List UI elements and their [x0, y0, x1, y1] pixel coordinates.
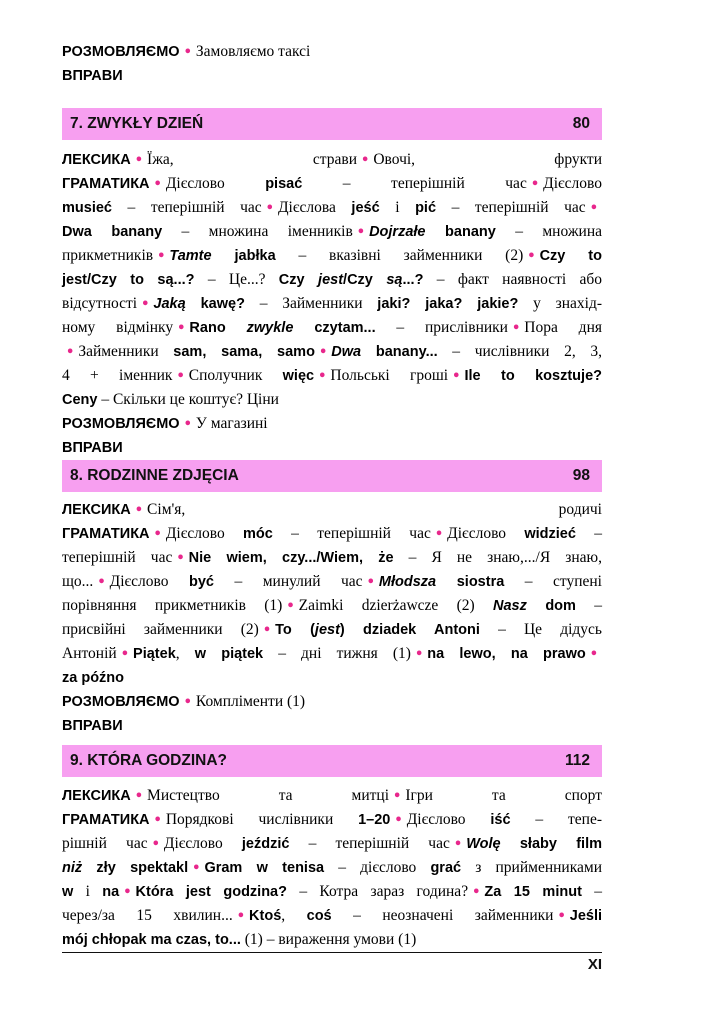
text-fragment: Займенники: [78, 343, 174, 360]
content-line: [62, 244, 602, 268]
text-fragment: – множина іменників: [162, 223, 353, 240]
text-fragment: sam, sama, samo: [173, 344, 315, 360]
content-line: [62, 880, 602, 904]
text-fragment: banany...: [361, 344, 438, 360]
content-line: [62, 618, 602, 642]
bullet: •: [394, 813, 403, 828]
chapter-page: 98: [572, 467, 590, 484]
text-fragment: jest/Czy to są...?: [62, 272, 195, 288]
text-fragment: 4 + іменник: [62, 367, 173, 384]
text-fragment: pić: [415, 200, 437, 216]
bullet: •: [153, 527, 162, 542]
text-fragment: Zaimki dzierżawcze (2): [298, 597, 493, 614]
content-line: [62, 642, 602, 666]
content-line: [62, 594, 602, 618]
bullet: •: [153, 177, 162, 192]
text-fragment: Їжа, страви: [147, 151, 357, 168]
text-fragment: mój chłopak ma czas, to...: [62, 932, 241, 948]
bullet: •: [472, 885, 481, 900]
text-fragment: Wolę: [466, 836, 501, 852]
text-fragment: – Це дідусь: [479, 621, 602, 638]
bullet: •: [589, 201, 598, 216]
text-fragment: banany: [425, 224, 496, 240]
bullet: •: [286, 599, 295, 614]
text-fragment: що...: [62, 573, 94, 590]
text-fragment: – неозначені займенники: [331, 907, 554, 924]
bullet: •: [153, 813, 162, 828]
text-fragment: – Скільки це коштує? Ціни: [97, 391, 279, 408]
chapter-title: 8. RODZINNE ZDJĘCIA: [70, 467, 239, 484]
text-fragment: Дієслово: [165, 175, 266, 192]
text-fragment: ,: [175, 645, 195, 662]
text-fragment: jest: [314, 622, 340, 638]
text-fragment: ) dziadek Antoni: [339, 622, 480, 638]
text-fragment: To (: [275, 622, 315, 638]
content-line: [62, 316, 602, 340]
section-label: ГРАМАТИКА: [62, 176, 150, 192]
bullet: •: [134, 153, 144, 168]
text-fragment: pisać: [265, 176, 303, 192]
text-fragment: – вказівні займенники (2): [275, 247, 524, 264]
text-fragment: Сполучник: [188, 367, 283, 384]
bullet: •: [318, 345, 328, 360]
text-fragment: через/за 15 хвилин...: [62, 907, 233, 924]
bullet: •: [123, 885, 132, 900]
section-label: ГРАМАТИКА: [62, 526, 150, 542]
text-fragment: Dwa banany: [62, 224, 163, 240]
text-fragment: – теперішній час: [272, 525, 431, 542]
text-fragment: – теперішній час: [289, 835, 450, 852]
bullet: •: [265, 201, 274, 216]
text-fragment: widzieć: [524, 526, 576, 542]
text-fragment: Дієслово: [163, 835, 242, 852]
text-fragment: і: [73, 883, 103, 900]
bullet: •: [97, 575, 106, 590]
text-fragment: Дієслово: [109, 573, 189, 590]
bullet: •: [527, 249, 536, 264]
bullet: •: [177, 321, 186, 336]
text-fragment: Мистецтво та митці: [147, 787, 390, 804]
content-line: [62, 570, 602, 594]
text-fragment: Пора дня: [524, 319, 602, 336]
bullet: •: [557, 909, 566, 924]
text-fragment: – Котра зараз година?: [286, 883, 469, 900]
content-line: [62, 904, 602, 928]
text-fragment: czytam...: [293, 320, 376, 336]
content-line: [62, 268, 602, 292]
bullet: •: [157, 249, 166, 264]
text-fragment: kawę?: [185, 296, 245, 312]
text-fragment: Jaką: [153, 296, 186, 312]
content-line: [62, 832, 602, 856]
content-line: [62, 292, 602, 316]
text-fragment: рішній час: [62, 835, 148, 852]
conversation-label: РОЗМОВЛЯЄМО: [62, 44, 180, 60]
text-fragment: – дні тижня (1): [263, 645, 411, 662]
text-fragment: Сім'я, родичі: [147, 501, 602, 518]
content-line: [62, 784, 602, 808]
text-fragment: Дієслово: [165, 525, 244, 542]
content-line: [62, 196, 602, 220]
bullet: •: [183, 417, 192, 432]
text-fragment: Ktoś: [249, 908, 282, 924]
chapter7-contents: [62, 148, 602, 460]
text-fragment: Nie wiem, czy.../Wiem, że: [188, 550, 394, 566]
content-line: [62, 388, 602, 412]
bullet: •: [434, 527, 444, 542]
bullet: •: [183, 45, 192, 60]
text-fragment: прикметників: [62, 247, 154, 264]
text-fragment: w piątek: [194, 646, 264, 662]
conversation-label: РОЗМОВЛЯЄМО: [62, 694, 180, 710]
text-fragment: Piątek: [133, 646, 176, 662]
text-fragment: – дієслово: [324, 859, 431, 876]
text-fragment: jaki? jaka? jakie?: [377, 296, 519, 312]
bullet: •: [176, 369, 185, 384]
bullet: •: [176, 551, 185, 566]
section-label: ЛЕКСИКА: [62, 788, 131, 804]
text-fragment: Czy to: [539, 248, 602, 264]
footer-rule: [62, 952, 602, 953]
text-fragment: jeździć: [241, 836, 290, 852]
bullet: •: [453, 837, 463, 852]
text-fragment: Rano: [189, 320, 247, 336]
text-fragment: –: [581, 883, 602, 900]
content-line: [62, 220, 602, 244]
text-fragment: iść: [490, 812, 511, 828]
conversation-topic: Компліменти (1): [195, 693, 306, 710]
text-fragment: з прийменниками: [461, 859, 602, 876]
text-fragment: Овочі, фрукти: [373, 151, 603, 168]
page-number: XI: [587, 956, 602, 973]
text-fragment: dom: [526, 598, 576, 614]
content-line: [62, 340, 602, 364]
content-line: [62, 928, 602, 952]
section-label: ЛЕКСИКА: [62, 152, 131, 168]
text-fragment: jeść: [351, 200, 380, 216]
content-line: [62, 808, 602, 832]
exercises-label: ВПРАВИ: [62, 718, 123, 734]
text-fragment: ному відмінку: [62, 319, 174, 336]
section-label: ГРАМАТИКА: [62, 812, 150, 828]
text-fragment: musieć: [62, 200, 112, 216]
chapter8-contents: [62, 498, 602, 738]
text-fragment: Czy: [278, 272, 319, 288]
bullet: •: [141, 297, 150, 312]
text-fragment: – Це...?: [194, 271, 279, 288]
text-fragment: móc: [243, 526, 273, 542]
bullet: •: [414, 647, 424, 662]
chapter-header-8: [62, 460, 602, 492]
text-fragment: відсутності: [62, 295, 138, 312]
text-fragment: Дієслово: [406, 811, 491, 828]
chapter-header-7: [62, 108, 602, 140]
text-fragment: Która jest godzina?: [135, 884, 287, 900]
text-fragment: –: [575, 597, 602, 614]
text-fragment: Młodsza: [378, 574, 437, 590]
bullet: •: [452, 369, 461, 384]
text-fragment: Порядкові числівники: [165, 811, 359, 828]
text-fragment: – минулий час: [213, 573, 363, 590]
text-fragment: Jeśli: [569, 908, 602, 924]
text-fragment: Ceny: [62, 392, 98, 408]
text-fragment: na: [102, 884, 120, 900]
text-fragment: Gram w tenisa: [204, 860, 325, 876]
text-fragment: są: [386, 272, 403, 288]
text-fragment: присвійні займенники (2): [62, 621, 259, 638]
text-fragment: Ile to kosztuje?: [464, 368, 602, 384]
text-fragment: – Я не знаю,.../Я знаю,: [393, 549, 602, 566]
exercises-label: ВПРАВИ: [62, 440, 123, 456]
text-fragment: więc: [282, 368, 315, 384]
bullet: •: [192, 861, 201, 876]
chapter6-tail: [62, 40, 602, 88]
text-fragment: Nasz: [493, 598, 527, 614]
conversation-label: РОЗМОВЛЯЄМО: [62, 416, 180, 432]
text-fragment: słaby film: [500, 836, 602, 852]
exercises-label: ВПРАВИ: [62, 68, 123, 84]
bullet: •: [236, 909, 246, 924]
text-fragment: niż: [62, 860, 83, 876]
content-line: [62, 522, 602, 546]
text-fragment: і: [379, 199, 416, 216]
text-fragment: (1) – вираження умови (1): [240, 931, 417, 948]
chapter-page: 80: [572, 115, 590, 132]
text-fragment: Dojrzałe: [369, 224, 426, 240]
text-fragment: ...?: [402, 272, 424, 288]
chapter-title: 9. KTÓRA GODZINA?: [70, 752, 228, 769]
text-fragment: – тепе-: [510, 811, 602, 828]
conversation-topic: У магазині: [195, 415, 268, 432]
chapter-title: 7. ZWYKŁY DZIEŃ: [70, 115, 204, 132]
bullet: •: [183, 695, 192, 710]
content-line: [62, 546, 602, 570]
content-line: [62, 666, 602, 690]
text-fragment: Tamte: [169, 248, 212, 264]
text-fragment: /Czy: [343, 272, 387, 288]
chapter9-lines: [62, 784, 602, 952]
section-label: ЛЕКСИКА: [62, 502, 131, 518]
text-fragment: Польські гроші: [330, 367, 449, 384]
text-fragment: – факт наявності або: [423, 271, 603, 288]
bullet: •: [393, 789, 402, 804]
text-fragment: Dwa: [331, 344, 362, 360]
bullet: •: [134, 503, 144, 518]
text-fragment: теперішній час: [62, 549, 173, 566]
chapter7-lines: [62, 148, 602, 412]
text-fragment: coś: [306, 908, 332, 924]
text-fragment: siostra: [436, 574, 505, 590]
bullet: •: [366, 575, 375, 590]
content-line: [62, 498, 602, 522]
content-line: [62, 148, 602, 172]
text-fragment: у знахід-: [518, 295, 603, 312]
text-fragment: Антоній: [62, 645, 117, 662]
bullet: •: [134, 789, 144, 804]
text-fragment: jest: [318, 272, 344, 288]
bullet: •: [511, 321, 521, 336]
text-fragment: grać: [430, 860, 462, 876]
bullet: •: [262, 623, 272, 638]
bullet: •: [66, 345, 75, 360]
text-fragment: Дієслово: [543, 175, 602, 192]
text-fragment: – ступені: [504, 573, 602, 590]
text-fragment: – теперішній час: [111, 199, 262, 216]
text-fragment: порівняння прикметників (1): [62, 597, 283, 614]
chapter-header-9: [62, 745, 602, 777]
text-fragment: jabłka: [211, 248, 276, 264]
chapter9-contents: [62, 784, 602, 952]
bullet: •: [356, 225, 366, 240]
text-fragment: być: [188, 574, 214, 590]
text-fragment: Za 15 minut: [484, 884, 582, 900]
text-fragment: – Займенники: [244, 295, 378, 312]
text-fragment: za późno: [62, 670, 125, 686]
text-fragment: – теперішній час: [302, 175, 527, 192]
bullet: •: [589, 647, 599, 662]
text-fragment: –: [575, 525, 603, 542]
text-fragment: zwykle: [246, 320, 294, 336]
text-fragment: 1–20: [358, 812, 391, 828]
text-fragment: w: [62, 884, 74, 900]
chapter-page: 112: [564, 752, 590, 769]
content-line: [62, 364, 602, 388]
bullet: •: [151, 837, 160, 852]
text-fragment: na lewo, na prawo: [427, 646, 586, 662]
text-fragment: Ігри та спорт: [405, 787, 603, 804]
conversation-topic: Замовляємо таксі: [195, 43, 311, 60]
content-line: [62, 172, 602, 196]
bullet: •: [318, 369, 327, 384]
bullet: •: [530, 177, 540, 192]
bullet: •: [361, 153, 370, 168]
bullet: •: [120, 647, 130, 662]
text-fragment: – множина: [495, 223, 603, 240]
text-fragment: – теперішній час: [436, 199, 586, 216]
text-fragment: – числівники 2, 3,: [437, 343, 602, 360]
text-fragment: zły spektakl: [82, 860, 189, 876]
text-fragment: – прислівники: [375, 319, 508, 336]
content-line: [62, 856, 602, 880]
text-fragment: ,: [281, 907, 307, 924]
text-fragment: Дієслово: [447, 525, 525, 542]
chapter8-lines: [62, 498, 602, 690]
text-fragment: Дієслова: [277, 199, 352, 216]
